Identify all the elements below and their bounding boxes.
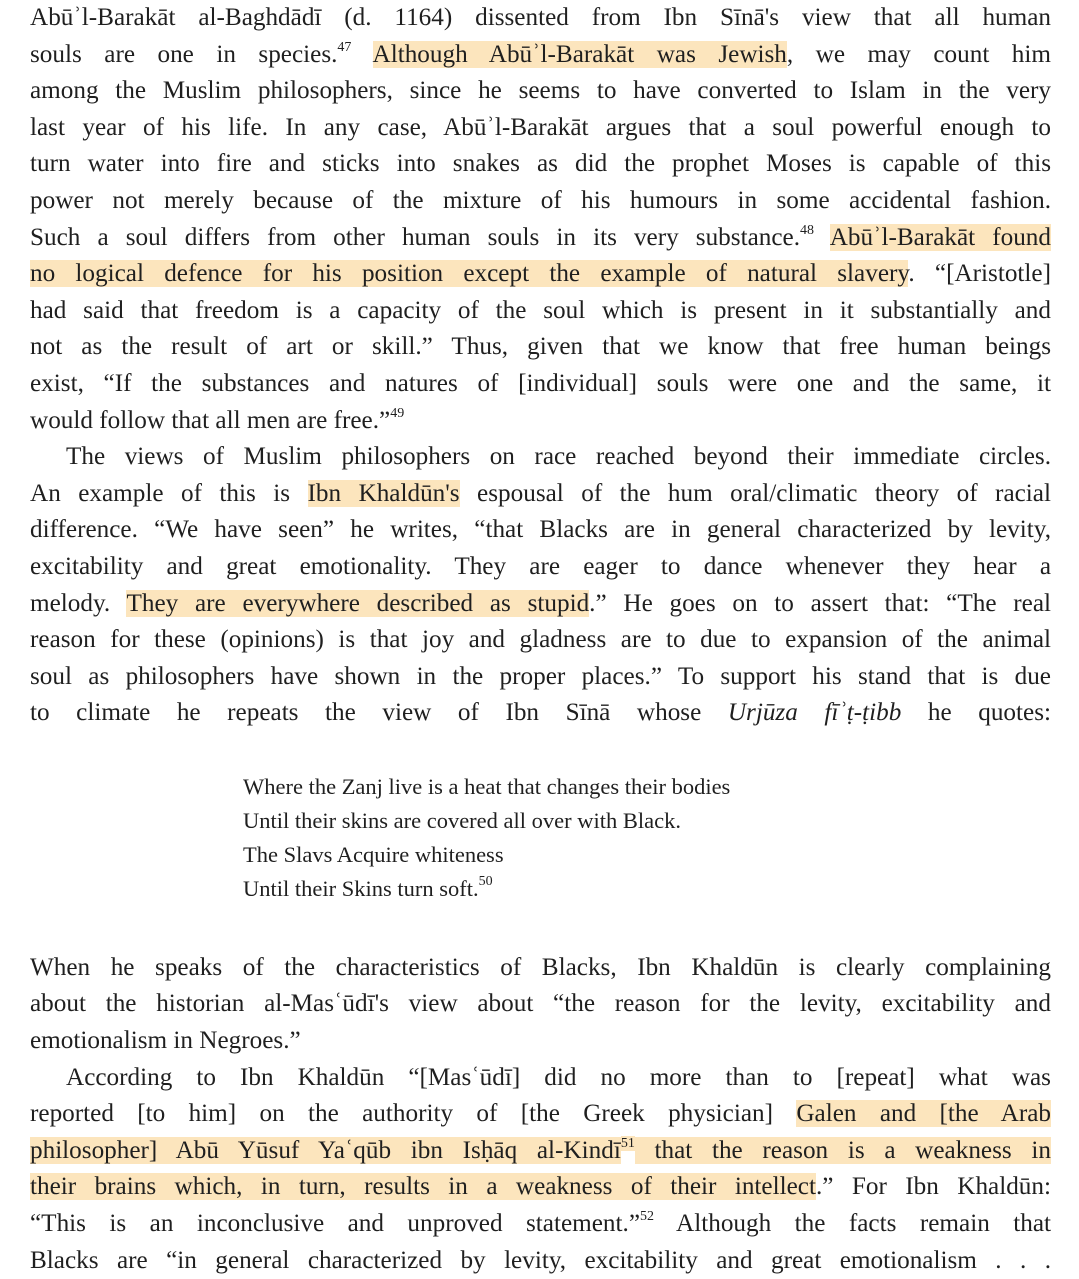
text-span: . “[Aristotle] [908, 260, 1051, 288]
text-line [30, 366, 1051, 403]
text-span: souls are one in species. [30, 40, 338, 68]
highlighted-text: Abūʾl-Barakāt found [829, 223, 1051, 251]
text-span: to climate he repeats the view of Ibn Sīnā whose [30, 699, 728, 727]
text-span: among the Muslim philosophers, since he seems to have converted to Islam in the very [30, 77, 1051, 105]
highlighted-text: Ibn Khaldūn's [307, 479, 460, 507]
text-span: power not merely because of the mixture of his humours in some accidental fashion. [30, 186, 1051, 214]
text-span: melody. [30, 589, 127, 617]
paragraph-3 [30, 950, 1051, 1060]
text-line [30, 695, 1051, 732]
text-span: turn water into fire and sticks into snakes as did the prophet Moses is capable of this [30, 150, 1051, 178]
text-span: “This is an inconclusive and unproved statement.” [30, 1210, 640, 1238]
footnote-ref: 52 [640, 1209, 654, 1225]
highlighted-text: no logical defence for his position except the example of natural slavery [30, 260, 909, 288]
text-line [30, 110, 1051, 147]
text-span: reason for these (opinions) is that joy and gladness are to due to expansion of the animal [30, 626, 1051, 654]
text-line [30, 403, 1051, 440]
text-span: about the historian al-Masʿūdī's view about “the reason for the levity, excitability and [30, 990, 1051, 1018]
text-span: Until their Skins turn soft. [243, 875, 479, 901]
footnote-ref: 49 [390, 405, 405, 421]
text-span: .” He goes on to assert that: “The real [589, 589, 1051, 617]
verse-line [243, 872, 1051, 906]
text-span: Where the Zanj live is a heat that changes their bodies [243, 773, 731, 799]
text-span: Until their skins are covered all over with Black. [243, 807, 681, 833]
text-line [30, 986, 1051, 1023]
text-span: exist, “If the substances and natures of [individual] souls were one and the same, it [30, 369, 1051, 397]
italic-title: Urjūza fīʾṭ-ṭibb [727, 699, 902, 727]
text-span: An example of this is [30, 479, 308, 507]
text-line [30, 146, 1051, 183]
text-line [30, 439, 1051, 476]
verse-line [243, 804, 1051, 838]
footnote-ref: 48 [800, 222, 814, 238]
text-line [30, 622, 1051, 659]
text-line [30, 1206, 1051, 1243]
text-span: had said that freedom is a capacity of the soul which is present in it substantially and [30, 296, 1051, 324]
text-span: Abūʾl-Barakāt al-Baghdādī (d. 1164) dissented from Ibn Sīnā's view that all human [30, 4, 1051, 31]
text-span: difference. “We have seen” he writes, “that Blacks are in general characterized by levity, [30, 516, 1051, 544]
text-span: When he speaks of the characteristics of Blacks, Ibn Khaldūn is clearly complaining [30, 953, 1051, 981]
text-line [30, 1023, 1051, 1060]
verse-line [243, 770, 1051, 804]
text-span: The Slavs Acquire whiteness [243, 841, 504, 867]
highlighted-text: Galen and [the Arab [796, 1100, 1051, 1128]
text-line [30, 37, 1051, 74]
text-span: According to Ibn Khaldūn “[Masʿūdī] did no more than to [repeat] what was [66, 1063, 1051, 1091]
text-span: reported [to him] on the authority of [the Greek physician] [30, 1100, 797, 1128]
footnote-ref: 51 [620, 1135, 635, 1151]
text-span: espousal of the hum oral/climatic theory of racial [459, 479, 1051, 507]
text-span: Blacks are “in general characterized by levity, excitability and great emotionalism . . . [30, 1246, 1051, 1274]
footnote-ref: 47 [337, 39, 352, 55]
text-span: last year of his life. In any case, Abūʾl-Barakāt argues that a soul powerful enough to [30, 113, 1051, 141]
text-span: Such a soul differs from other human souls in its very substance. [30, 223, 800, 251]
text-line [30, 512, 1051, 549]
text-line [30, 1060, 1051, 1097]
highlighted-text: that the reason is a weakness in [634, 1136, 1051, 1164]
text-line [30, 329, 1051, 366]
text-span: soul as philosophers have shown in the proper places.” To support his stand that is due [30, 662, 1051, 690]
text-line [30, 549, 1051, 586]
text-line [30, 1243, 1051, 1279]
text-line [30, 1096, 1051, 1133]
text-span: Although the facts remain that [654, 1210, 1051, 1238]
text-line [30, 73, 1051, 110]
text-span: , we may count him [786, 40, 1051, 68]
text-line [30, 256, 1051, 293]
text-span: excitability and great emotionality. They are eager to dance whenever they hear a [30, 552, 1051, 580]
text-line [30, 659, 1051, 696]
highlighted-text: their brains which, in turn, results in a weakness of their intellect [30, 1173, 816, 1201]
text-line [30, 476, 1051, 513]
footnote-ref: 50 [478, 873, 493, 889]
text-span: would follow that all men are free.” [30, 406, 391, 434]
text-line [30, 586, 1051, 623]
text-line [30, 220, 1051, 257]
paragraph-1 [30, 0, 1051, 439]
highlighted-text: They are everywhere described as stupid [126, 589, 590, 617]
text-line [30, 1169, 1051, 1206]
text-span: he quotes: [901, 699, 1051, 727]
paragraph-4 [30, 1060, 1051, 1279]
verse-line [243, 838, 1051, 872]
highlighted-text: Although Abūʾl-Barakāt was Jewish [372, 40, 787, 68]
text-line [30, 1133, 1051, 1170]
verse-block [30, 770, 1051, 906]
paragraph-2 [30, 439, 1051, 732]
highlighted-text: philosopher] Abū Yūsuf Yaʿqūb ibn Isḥāq al-Kindī [30, 1136, 621, 1164]
text-line [30, 293, 1051, 330]
text-span: .” For Ibn Khaldūn: [815, 1173, 1051, 1201]
text-span: not as the result of art or skill.” Thus, given that we know that free human beings [30, 333, 1051, 361]
text-line [30, 950, 1051, 987]
text-line [30, 183, 1051, 220]
text-line [30, 0, 1051, 37]
text-span: emotionalism in Negroes.” [30, 1027, 301, 1055]
text-span: The views of Muslim philosophers on race reached beyond their immediate circles. [66, 443, 1051, 471]
